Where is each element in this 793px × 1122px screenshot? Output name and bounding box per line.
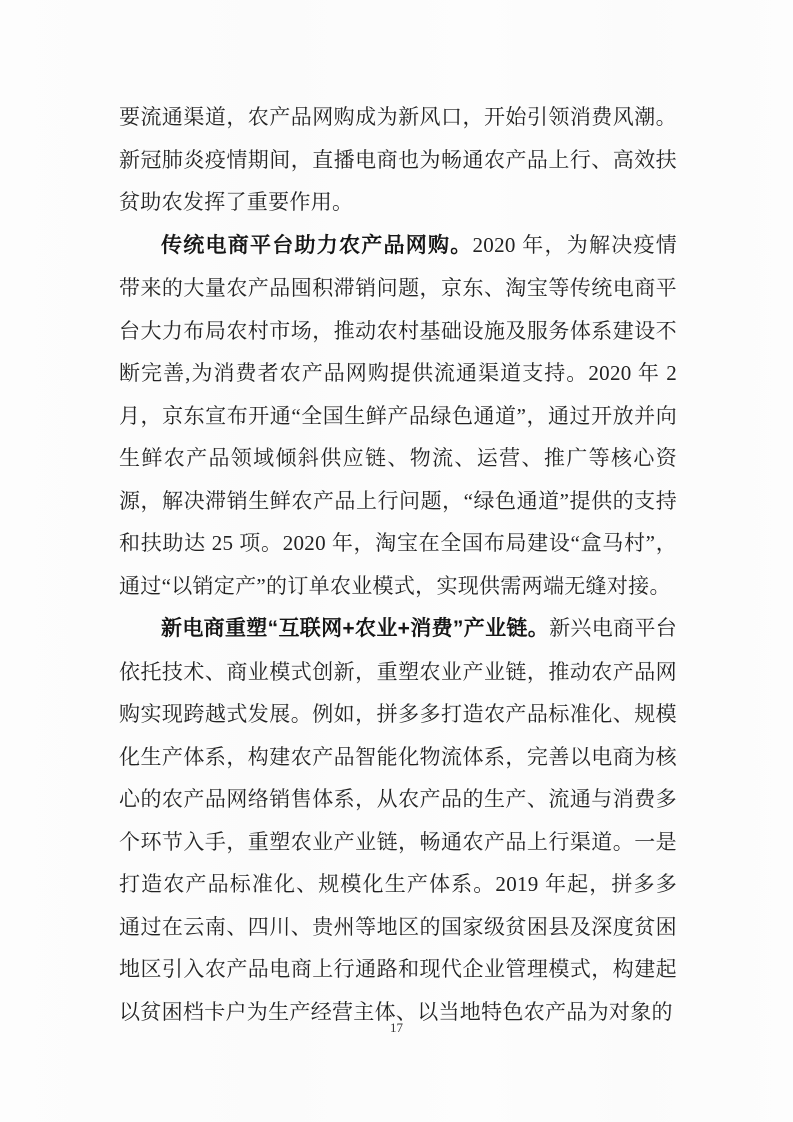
paragraph (119, 607, 677, 1033)
paragraph (119, 224, 677, 608)
paragraph-lead: 传统电商平台助力农产品网购。 (161, 233, 473, 257)
paragraph-text: 2020 年，为解决疫情带来的大量农产品囤积滞销问题，京东、淘宝等传统电商平台大力布局农村市场，推动农村基础设施及服务体系建设不断完善,为消费者农产品网购提供流通渠道支持。2020 年 2 月，京东宣布开通“全国生鲜产品绿色通道”，通过开放并向生鲜农产品领域倾斜供应链、物流、运营、推广等核心资源，解决滞销生鲜农产品上行问题，“绿色通道”提供的支持和扶助达 25 项。2020 年，淘宝在全国布局建设“盒马村”，通过“以销定产”的订单农业模式，实现供需两端无缝对接。 (119, 232, 677, 598)
paragraph-text: 要流通渠道，农产品网购成为新风口，开始引领消费风潮。新冠肺炎疫情期间，直播电商也为畅通农产品上行、高效扶贫助农发挥了重要作用。 (119, 105, 677, 214)
paragraph (119, 96, 677, 224)
page-number: 17 (390, 1020, 403, 1035)
paragraph-lead: 新电商重塑“互联网+农业+消费”产业链。 (161, 617, 550, 640)
page-content (119, 96, 677, 1033)
paragraph-text: 新兴电商平台依托技术、商业模式创新，重塑农业产业链，推动农产品网购实现跨越式发展。例如，拼多多打造农产品标准化、规模化生产体系，构建农产品智能化物流体系，完善以电商为核心的农产品网络销售体系，从农产品的生产、流通与消费多个环节入手，重塑农业产业链，畅通农产品上行渠道。一是打造农产品标准化、规模化生产体系。2019 年起，拼多多通过在云南、四川、贵州等地区的国家级贫困县及深度贫困地区引入农产品电商上行通路和现代企业管理模式，构建起以贫困档卡户为生产经营主体、以当地特色农产品为对象的 (119, 616, 677, 1024)
